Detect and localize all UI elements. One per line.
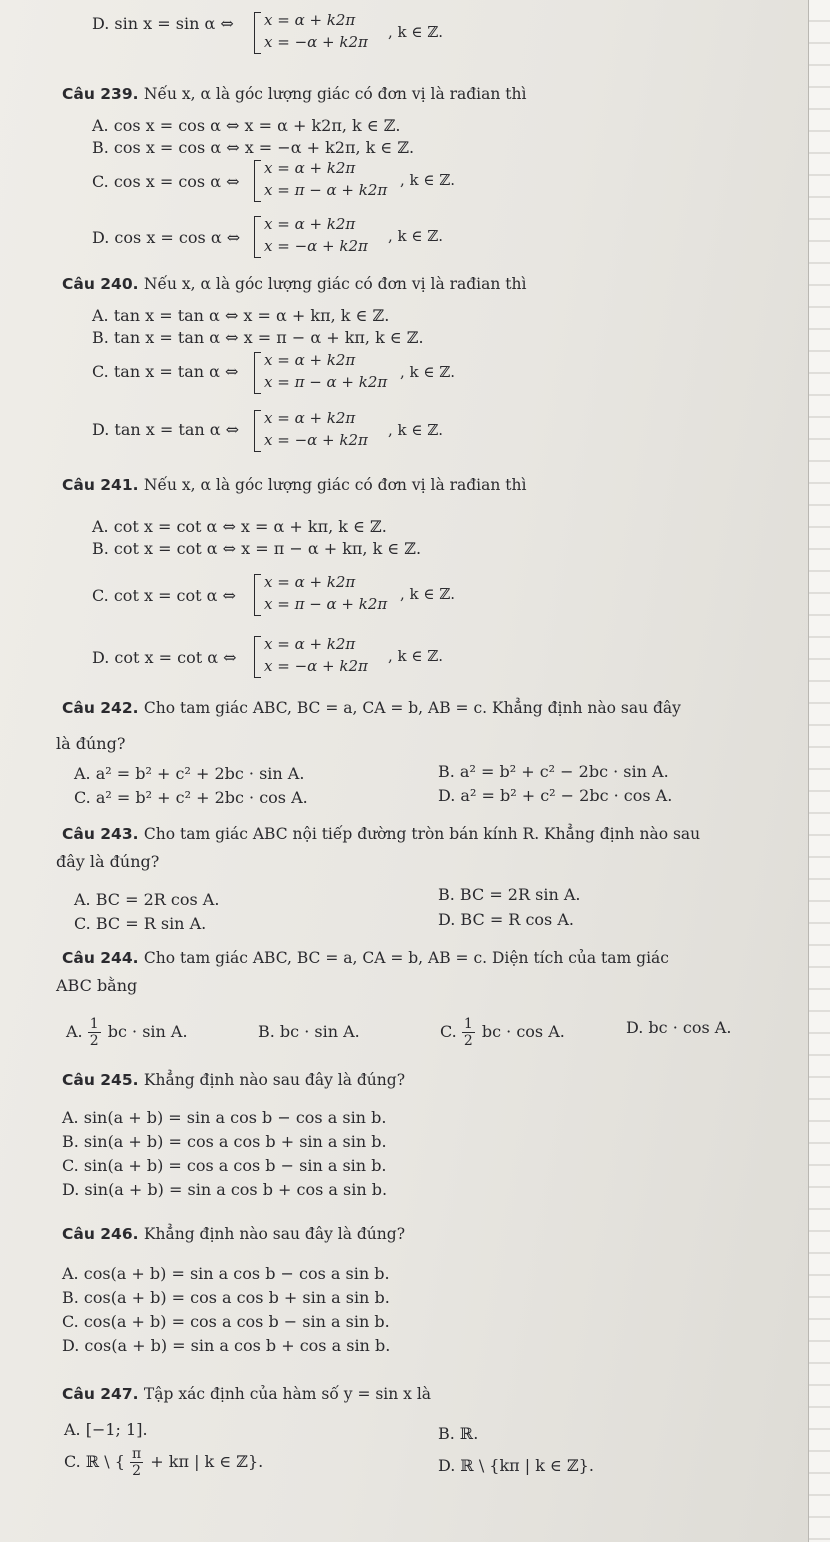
page-edge-stack xyxy=(808,0,830,1542)
bracket xyxy=(254,12,261,54)
q244-text-line-2: ABC bằng xyxy=(56,976,138,995)
q245-option-c: C. sin(a + b) = cos a cos b − sin a sin b. xyxy=(62,1156,387,1175)
question-number: Câu 242. xyxy=(62,699,139,717)
system-row-1: x = α + k2π xyxy=(264,215,356,233)
question-number: Câu 244. xyxy=(62,949,139,967)
q245-option-a: A. sin(a + b) = sin a cos b − cos a sin b. xyxy=(62,1108,387,1127)
q243-option-c: C. BC = R sin A. xyxy=(74,914,207,933)
q246-option-b: B. cos(a + b) = cos a cos b + sin a sin b. xyxy=(62,1288,390,1307)
system-row-1: x = α + k2π xyxy=(264,159,356,177)
q247-option-d: D. ℝ \ {kπ | k ∈ ℤ}. xyxy=(438,1456,594,1475)
system-row-1: x = α + k2π xyxy=(264,635,356,653)
system-row-2: x = −α + k2π xyxy=(264,237,368,255)
system-row-1: x = α + k2π xyxy=(264,409,356,427)
q242-option-a: A. a² = b² + c² + 2bc · sin A. xyxy=(74,764,305,783)
fraction-denominator: 2 xyxy=(463,1033,473,1049)
q244-option-c xyxy=(440,1014,565,1050)
q245-option-d: D. sin(a + b) = sin a cos b + cos a sin b. xyxy=(62,1180,388,1199)
system-row-2: x = π − α + k2π xyxy=(264,373,388,391)
question-number: Câu 239. xyxy=(62,85,139,103)
question-text: Cho tam giác ABC nội tiếp đường tròn bán kính R. Khẳng định nào sau xyxy=(143,825,701,843)
fraction-denominator: 2 xyxy=(89,1033,99,1049)
system-row-1: x = α + k2π xyxy=(264,351,356,369)
q243-option-b: B. BC = 2R sin A. xyxy=(438,885,581,904)
question-text: Tập xác định của hàm số y = sin x là xyxy=(143,1385,432,1403)
system-row-2: x = −α + k2π xyxy=(264,33,368,51)
q241-option-c-lhs: C. cot x = cot α ⇔ xyxy=(92,586,236,605)
system-tail: , k ∈ ℤ. xyxy=(388,227,443,245)
q246-heading xyxy=(62,1224,405,1244)
fraction-one-half xyxy=(462,1016,475,1049)
system-tail: , k ∈ ℤ. xyxy=(388,23,443,41)
q246-option-a: A. cos(a + b) = sin a cos b − cos a sin b. xyxy=(62,1264,390,1283)
q243-option-a: A. BC = 2R cos A. xyxy=(74,890,220,909)
fraction-pi-over-2 xyxy=(130,1446,143,1479)
q239-option-b: B. cos x = cos α ⇔ x = −α + k2π, k ∈ ℤ. xyxy=(92,138,415,157)
q239-option-d-lhs: D. cos x = cos α ⇔ xyxy=(92,228,241,247)
question-text: Cho tam giác ABC, BC = a, CA = b, AB = c. Diện tích của tam giác xyxy=(143,949,669,967)
bracket xyxy=(254,636,261,678)
option-text: bc · cos A. xyxy=(481,1022,565,1041)
question-text: Cho tam giác ABC, BC = a, CA = b, AB = c. Khẳng định nào sau đây xyxy=(143,699,681,717)
question-text: Nếu x, α là góc lượng giác có đơn vị là rađian thì xyxy=(143,85,527,103)
system-row-1: x = α + k2π xyxy=(264,11,356,29)
question-text: Nếu x, α là góc lượng giác có đơn vị là rađian thì xyxy=(143,476,527,494)
q245-heading xyxy=(62,1070,405,1090)
system-tail: , k ∈ ℤ. xyxy=(388,421,443,439)
system-row-2: x = −α + k2π xyxy=(264,657,368,675)
q243-text-line-2: đây là đúng? xyxy=(56,852,160,871)
q246-option-d: D. cos(a + b) = sin a cos b + cos a sin b. xyxy=(62,1336,391,1355)
q244-option-a xyxy=(66,1014,188,1050)
question-text: Nếu x, α là góc lượng giác có đơn vị là rađian thì xyxy=(143,275,527,293)
q241-option-b: B. cot x = cot α ⇔ x = π − α + kπ, k ∈ ℤ. xyxy=(92,539,422,558)
q245-option-b: B. sin(a + b) = cos a cos b + sin a sin b. xyxy=(62,1132,387,1151)
q242-option-b: B. a² = b² + c² − 2bc · sin A. xyxy=(438,762,669,781)
system-tail: , k ∈ ℤ. xyxy=(400,585,455,603)
q238-option-d-lhs: D. sin x = sin α ⇔ xyxy=(92,14,234,33)
fraction-numerator: π xyxy=(131,1446,142,1462)
question-number: Câu 245. xyxy=(62,1071,139,1089)
q244-option-b: B. bc · sin A. xyxy=(258,1022,360,1041)
bracket xyxy=(254,352,261,394)
q247-heading xyxy=(62,1384,431,1404)
q247-option-b: B. ℝ. xyxy=(438,1424,479,1443)
fraction-denominator: 2 xyxy=(132,1463,142,1479)
system-tail: , k ∈ ℤ. xyxy=(400,171,455,189)
q243-option-d: D. BC = R cos A. xyxy=(438,910,574,929)
system-row-1: x = α + k2π xyxy=(264,573,356,591)
system-row-2: x = −α + k2π xyxy=(264,431,368,449)
q239-option-c-lhs: C. cos x = cos α ⇔ xyxy=(92,172,240,191)
q240-option-d-lhs: D. tan x = tan α ⇔ xyxy=(92,420,240,439)
q242-option-d: D. a² = b² + c² − 2bc · cos A. xyxy=(438,786,673,805)
q240-option-c-lhs: C. tan x = tan α ⇔ xyxy=(92,362,239,381)
q241-option-d-lhs: D. cot x = cot α ⇔ xyxy=(92,648,237,667)
fraction-one-half xyxy=(88,1016,101,1049)
question-number: Câu 247. xyxy=(62,1385,139,1403)
q242-heading xyxy=(62,698,681,718)
bracket xyxy=(254,160,261,202)
q240-option-a: A. tan x = tan α ⇔ x = α + kπ, k ∈ ℤ. xyxy=(92,306,390,325)
question-number: Câu 246. xyxy=(62,1225,139,1243)
q241-heading xyxy=(62,475,526,495)
system-tail: , k ∈ ℤ. xyxy=(388,647,443,665)
question-text: Khẳng định nào sau đây là đúng? xyxy=(143,1071,406,1089)
q244-option-d: D. bc · cos A. xyxy=(626,1018,732,1037)
option-text: bc · sin A. xyxy=(107,1022,188,1041)
question-number: Câu 241. xyxy=(62,476,139,494)
q246-option-c: C. cos(a + b) = cos a cos b − sin a sin b. xyxy=(62,1312,390,1331)
q242-text-line-2: là đúng? xyxy=(56,734,126,753)
question-number: Câu 243. xyxy=(62,825,139,843)
q240-heading xyxy=(62,274,526,294)
q242-option-c: C. a² = b² + c² + 2bc · cos A. xyxy=(74,788,308,807)
option-letter: C. xyxy=(440,1022,457,1041)
q243-heading xyxy=(62,824,700,844)
q239-option-a: A. cos x = cos α ⇔ x = α + k2π, k ∈ ℤ. xyxy=(92,116,401,135)
system-tail: , k ∈ ℤ. xyxy=(400,363,455,381)
q247-option-c xyxy=(64,1442,263,1482)
question-text: Khẳng định nào sau đây là đúng? xyxy=(143,1225,406,1243)
fraction-numerator: 1 xyxy=(89,1016,99,1032)
fraction-numerator: 1 xyxy=(463,1016,473,1032)
system-row-2: x = π − α + k2π xyxy=(264,181,388,199)
option-text-suffix: + kπ | k ∈ ℤ}. xyxy=(150,1452,264,1471)
q241-option-a: A. cot x = cot α ⇔ x = α + kπ, k ∈ ℤ. xyxy=(92,517,387,536)
q247-option-a: A. [−1; 1]. xyxy=(64,1420,148,1439)
question-number: Câu 240. xyxy=(62,275,139,293)
q240-option-b: B. tan x = tan α ⇔ x = π − α + kπ, k ∈ ℤ. xyxy=(92,328,424,347)
system-row-2: x = π − α + k2π xyxy=(264,595,388,613)
bracket xyxy=(254,410,261,452)
option-text-prefix: C. ℝ \ { xyxy=(64,1452,125,1471)
q244-heading xyxy=(62,948,669,968)
bracket xyxy=(254,216,261,258)
bracket xyxy=(254,574,261,616)
option-letter: A. xyxy=(66,1022,83,1041)
q239-heading xyxy=(62,84,526,104)
